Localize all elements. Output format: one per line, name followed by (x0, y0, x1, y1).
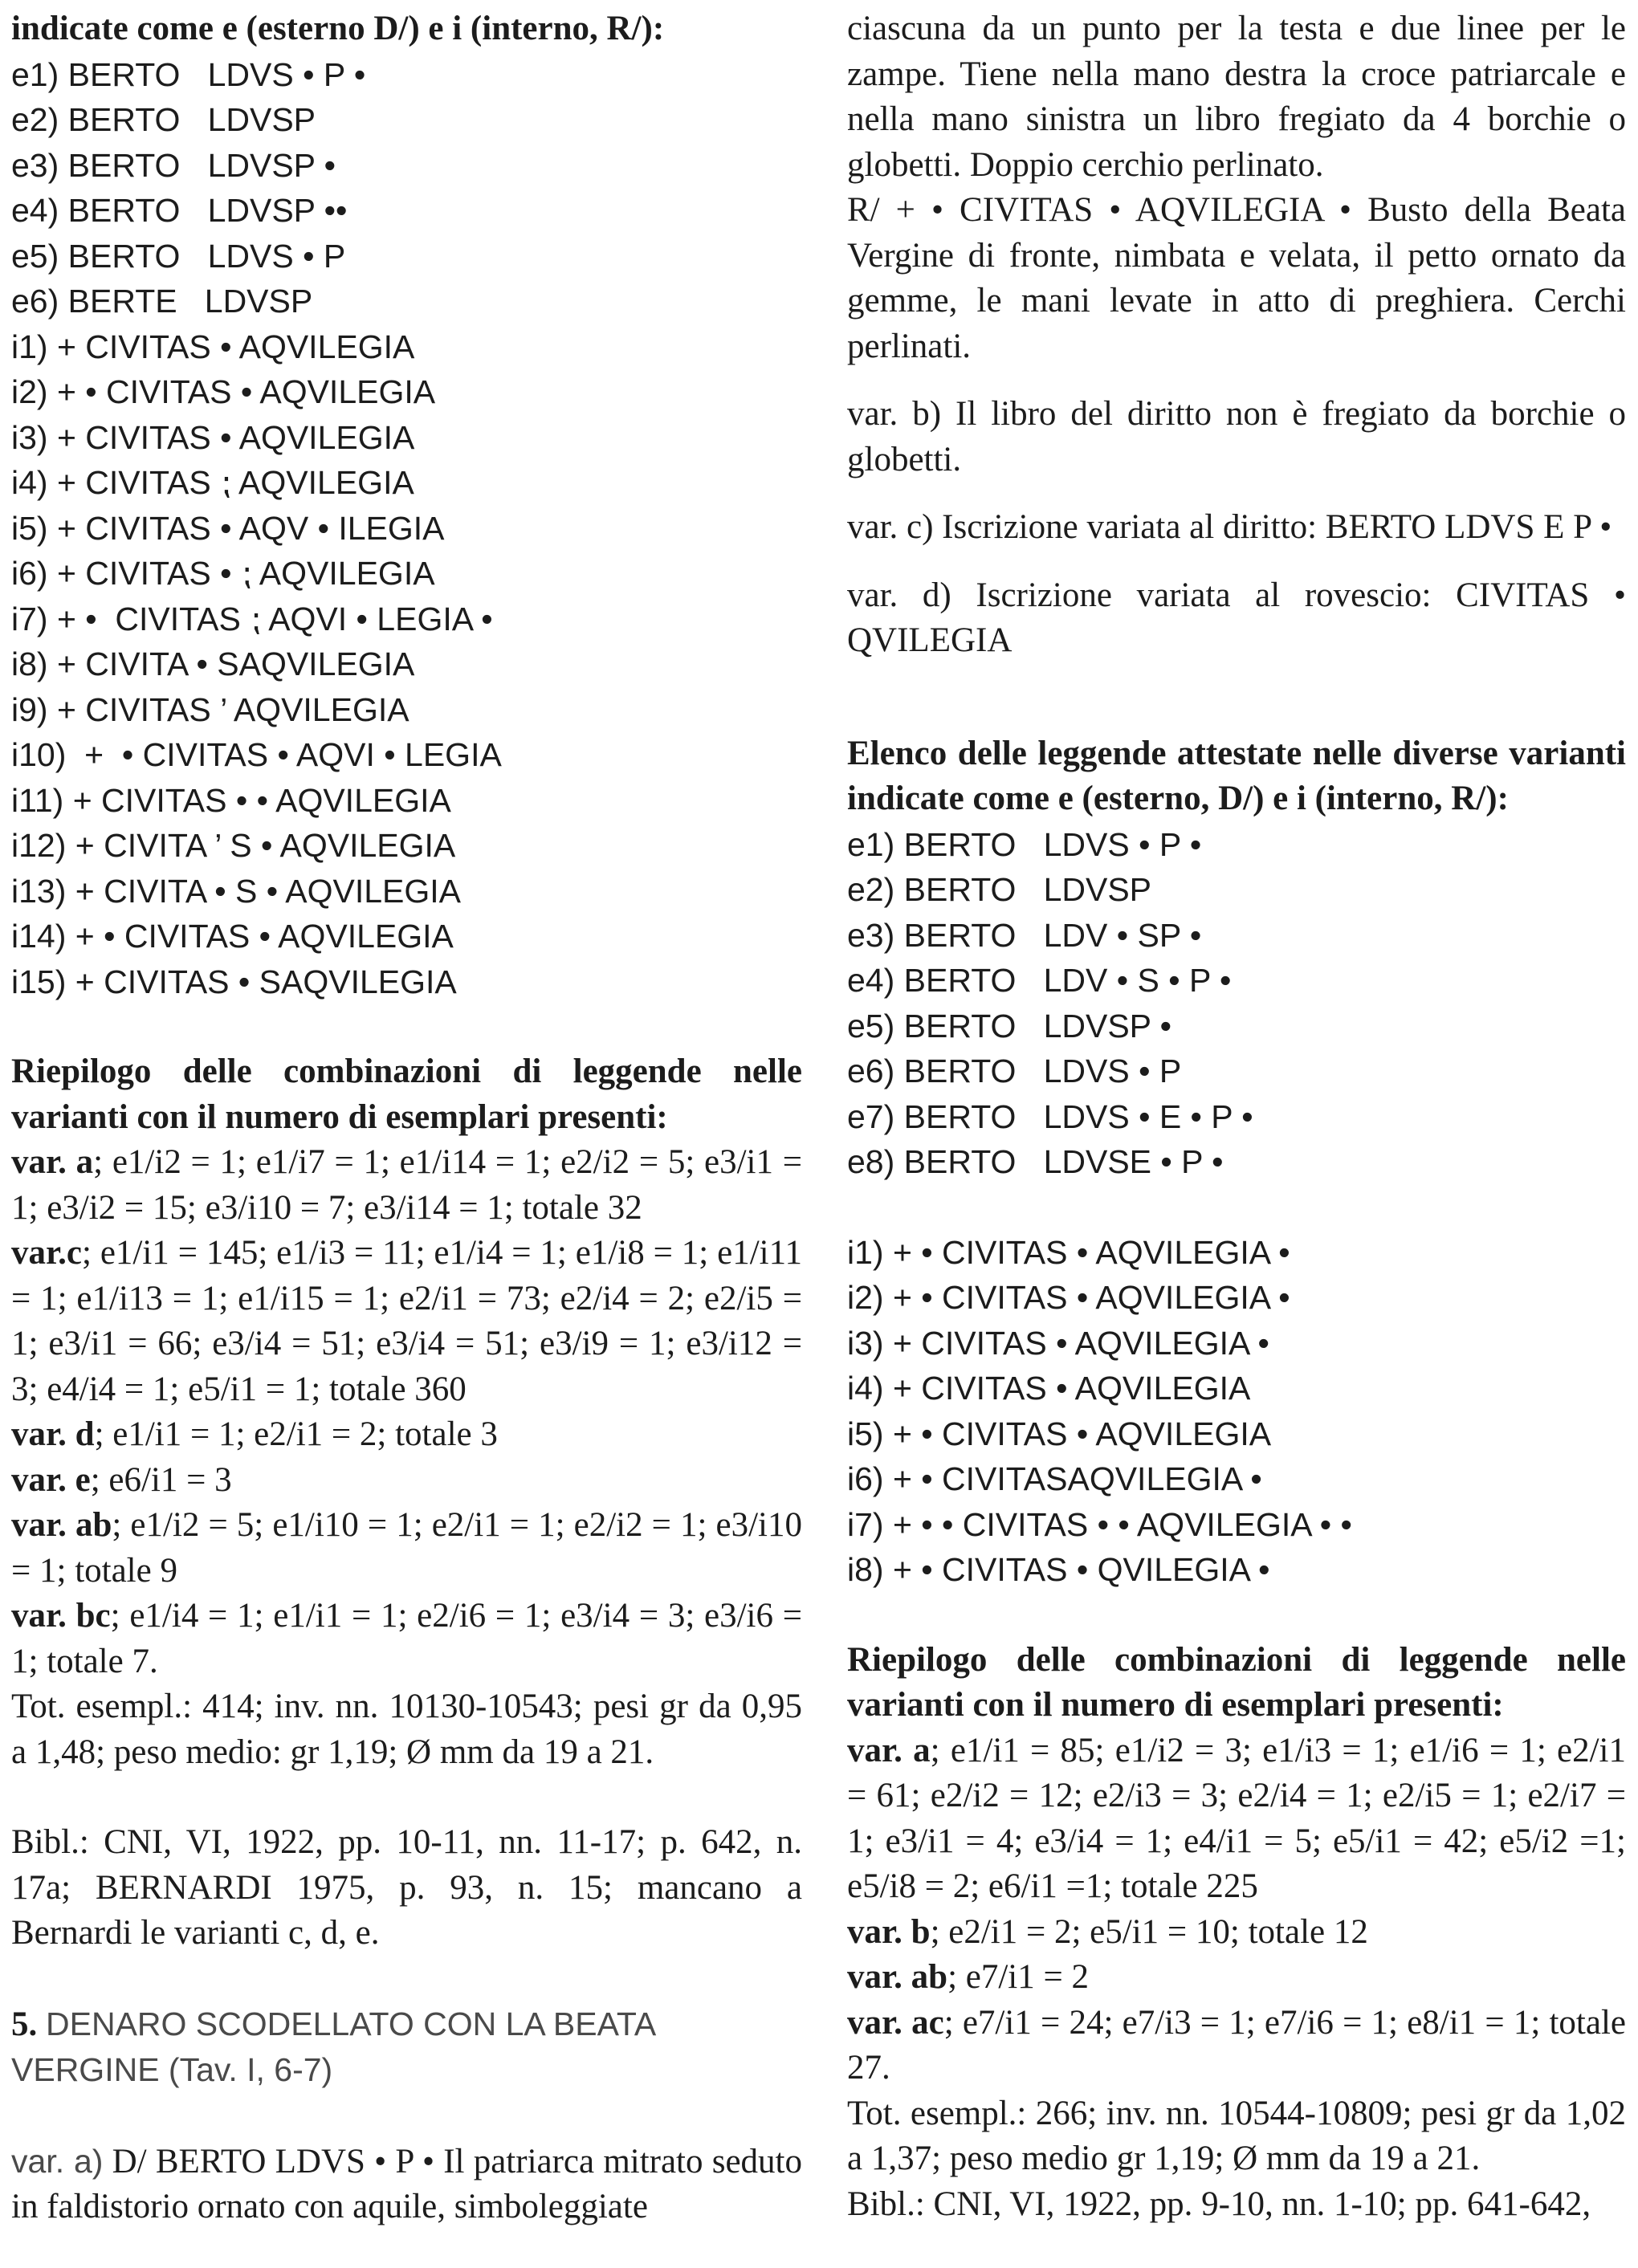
section-heading (11, 2001, 802, 2094)
legend-i-line: i2) + • CIVITAS • AQVILEGIA (11, 373, 436, 410)
legend-e-line: e6) BERTE LDVSP (11, 283, 313, 320)
variant-label: var.c (11, 1234, 82, 1272)
legend-i-line: i15) + CIVITAS • SAQVILEGIA (11, 963, 457, 1000)
legend-e-line: e8) BERTO LDVSE • P • (847, 1143, 1224, 1180)
combination-entry (847, 1728, 1626, 1910)
legend-i-line: i4) + CIVITAS ⁏ AQVILEGIA (11, 464, 414, 501)
variant-label: var. b (847, 1912, 931, 1951)
combination-values: ; e6/i1 = 3 (90, 1460, 232, 1499)
description-continued: ciascuna da un punto per la testa e due linee per le zampe. Tiene nella mano destra la croce patriarcale e nella mano sinistra un libro fregiato da 4 borchie o globetti. Doppio cerchio perlinato. (847, 10, 1626, 184)
combination-list (847, 1728, 1626, 2091)
combination-values: ; e1/i1 = 145; e1/i3 = 11; e1/i4 = 1; e1/i8 = 1; e1/i11 = 1; e1/i13 = 1; e1/i15 = 1; e2/i1 = 73; e2/i4 = 2; e2/i5 = 1; e3/i1 = 66; e3/i4 = 51; e3/i4 = 51; e3/i9 = 1; e3/i12 = 3; e4/i4 = 1; e5/i1 = 1; totale 360 (11, 1234, 802, 1408)
legend-e-line: e3) BERTO LDV • SP • (847, 916, 1202, 954)
section-title: DENARO SCODELLATO CON LA BEATA VERGINE (Tav. I, 6-7) (11, 2005, 654, 2088)
combination-entry (847, 1955, 1626, 2001)
combination-values: ; e1/i2 = 1; e1/i7 = 1; e1/i14 = 1; e2/i2 = 5; e3/i1 = 1; e3/i2 = 15; e3/i10 = 7; e3/i14 = 1; totale 32 (11, 1143, 802, 1227)
combination-entry (847, 2001, 1626, 2091)
combination-entry (11, 1231, 802, 1412)
legend-intro: indicate come e (esterno D/) e i (interno, R/): (11, 10, 665, 47)
combination-entry (11, 1503, 802, 1594)
combination-values: ; e2/i1 = 2; e5/i1 = 10; totale 12 (930, 1912, 1368, 1951)
reverse-description: R/ + • CIVITAS • AQVILEGIA • Busto della Beata Vergine di fronte, nimbata e velata, il petto ornato da gemme, le mani levate in atto di preghiera. Cerchi perlinati. (847, 191, 1626, 365)
legend-i-line: i6) + CIVITAS • ⁏ AQVILEGIA (11, 555, 435, 592)
variant-label: var. ab (847, 1958, 948, 1996)
legend-i-line: i2) + • CIVITAS • AQVILEGIA • (847, 1279, 1290, 1316)
legend-e-line: e5) BERTO LDVS • P (11, 237, 346, 275)
totals-text: Tot. esempl.: 266; inv. nn. 10544-10809; pesi gr da 1,02 a 1,37; peso medio gr 1,19; Ø mm da 19 a 21. (847, 2094, 1626, 2177)
variant-d-note: var. d) Iscrizione variata al rovescio: CIVITAS • QVILEGIA (847, 576, 1626, 659)
legend-i-line: i1) + CIVITAS • AQVILEGIA (11, 328, 415, 365)
variant-b-note: var. b) Il libro del diritto non è fregiato da borchie o globetti. (847, 395, 1626, 478)
combination-values: ; e1/i4 = 1; e1/i1 = 1; e2/i6 = 1; e3/i4 = 3; e3/i6 = 1; totale 7. (11, 1597, 802, 1680)
legend-i-line: i3) + CIVITAS • AQVILEGIA • (847, 1324, 1269, 1362)
legend-e-line: e1) BERTO LDVS • P • (11, 55, 366, 93)
legend-e-line: e6) BERTO LDVS • P (847, 1053, 1182, 1089)
variant-label: var. d (11, 1415, 95, 1453)
legend-e-line: e3) BERTO LDVSP • (11, 146, 336, 184)
legend-list-e (11, 52, 802, 324)
legend-i-line: i10) + • CIVITAS • AQVI • LEGIA (11, 736, 502, 773)
totals-text: Tot. esempl.: 414; inv. nn. 10130-10543; pesi gr da 0,95 a 1,48; peso medio: gr 1,19; Ø mm da 19 a 21. (11, 1688, 802, 1771)
combination-entry (11, 1594, 802, 1684)
variant-label: var. e (11, 1460, 91, 1499)
legend-i-line: i13) + CIVITA • S • AQVILEGIA (11, 872, 462, 910)
variant-label: var. bc (11, 1597, 111, 1635)
variant-a-label: var. a) (11, 2142, 104, 2180)
combination-values: ; e7/i1 = 2 (947, 1958, 1089, 1996)
legend-i-line: i4) + CIVITAS • AQVILEGIA (847, 1370, 1251, 1407)
legend-i-line: i8) + CIVITA • SAQVILEGIA (11, 645, 415, 682)
combination-values: ; e7/i1 = 24; e7/i3 = 1; e7/i6 = 1; e8/i1 = 1; totale 27. (847, 2003, 1626, 2087)
legend-i-line: i1) + • CIVITAS • AQVILEGIA • (847, 1233, 1290, 1271)
left-column (11, 6, 802, 2230)
combination-values: ; e1/i1 = 1; e2/i1 = 2; totale 3 (94, 1415, 498, 1453)
summary-heading: Riepilogo delle combinazioni di leggende nelle varianti con il numero di esemplari presenti: (11, 1053, 802, 1136)
combination-entry (11, 1458, 802, 1504)
legend-i-line: i5) + • CIVITAS • AQVILEGIA (847, 1415, 1272, 1452)
variant-label: var. ab (11, 1506, 112, 1544)
legend-e-line: e5) BERTO LDVSP • (847, 1007, 1172, 1044)
legend-i-line: i5) + CIVITAS • AQV • ILEGIA (11, 509, 445, 547)
legend-i-line: i7) + • • CIVITAS • • AQVILEGIA • • (847, 1505, 1352, 1543)
combination-entry (847, 1910, 1626, 1956)
summary-heading: Riepilogo delle combinazioni di leggende nelle varianti con il numero di esemplari presenti: (847, 1640, 1626, 1724)
legend-list-i (847, 1230, 1626, 1593)
variant-label: var. a (11, 1143, 94, 1181)
legend-list-i (11, 324, 802, 1005)
combination-entry (11, 1140, 802, 1231)
legend-list-heading: Elenco delle leggende attestate nelle diverse varianti indicate come e (esterno, D/) e i (interno, R/): (847, 734, 1626, 817)
variant-label: var. a (847, 1731, 931, 1769)
legend-e-line: e4) BERTO LDVSP •• (11, 192, 348, 229)
bibliography: Bibl.: CNI, VI, 1922, pp. 10-11, nn. 11-17; p. 642, n. 17a; BERNARDI 1975, p. 93, n. 15; mancano a Bernardi le varianti c, d, e. (11, 1823, 802, 1952)
legend-i-line: i8) + • CIVITAS • QVILEGIA • (847, 1551, 1270, 1588)
legend-i-line: i12) + CIVITA ’ S • AQVILEGIA (11, 827, 456, 864)
combination-values: ; e1/i2 = 5; e1/i10 = 1; e2/i1 = 1; e2/i2 = 1; e3/i10 = 1; totale 9 (11, 1506, 802, 1590)
legend-i-line: i6) + • CIVITASAQVILEGIA • (847, 1460, 1262, 1497)
legend-i-line: i7) + • CIVITAS ⁏ AQVI • LEGIA • (11, 600, 493, 637)
variant-c-note: var. c) Iscrizione variata al diritto: BERTO LDVS E P • (847, 508, 1612, 546)
variant-label: var. ac (847, 2003, 944, 2042)
legend-e-line: e2) BERTO LDVSP (11, 101, 316, 138)
bibliography: Bibl.: CNI, VI, 1922, pp. 9-10, nn. 1-10; pp. 641-642, (847, 2185, 1591, 2223)
legend-e-line: e7) BERTO LDVS • E • P • (847, 1097, 1253, 1135)
legend-list-e (847, 822, 1626, 1185)
variant-a-description (11, 2139, 802, 2230)
section-number: 5. (11, 2005, 38, 2043)
legend-e-line: e4) BERTO LDV • S • P • (847, 962, 1232, 999)
combination-list (11, 1140, 802, 1684)
legend-i-line: i11) + CIVITAS • • AQVILEGIA (11, 781, 451, 819)
legend-i-line: i3) + CIVITAS • AQVILEGIA (11, 418, 415, 456)
right-column (847, 6, 1626, 2227)
legend-e-line: e2) BERTO LDVSP (847, 871, 1152, 908)
variant-a-text: D/ BERTO LDVS • P • Il patriarca mitrato seduto in faldistorio ornato con aquile, simboleggiate (11, 2142, 802, 2225)
combination-values: ; e1/i1 = 85; e1/i2 = 3; e1/i3 = 1; e1/i6 = 1; e2/i1 = 61; e2/i2 = 12; e2/i3 = 3; e2/i4 = 1; e2/i5 = 1; e2/i7 = 1; e3/i1 = 4; e3/i4 = 1; e4/i1 = 5; e5/i1 = 42; e5/i2 =1; e5/i8 = 2; e6/i1 =1; totale 225 (847, 1731, 1626, 1905)
legend-i-line: i14) + • CIVITAS • AQVILEGIA (11, 918, 454, 955)
combination-entry (11, 1412, 802, 1458)
legend-e-line: e1) BERTO LDVS • P • (847, 825, 1202, 863)
legend-i-line: i9) + CIVITAS ’ AQVILEGIA (11, 690, 410, 728)
